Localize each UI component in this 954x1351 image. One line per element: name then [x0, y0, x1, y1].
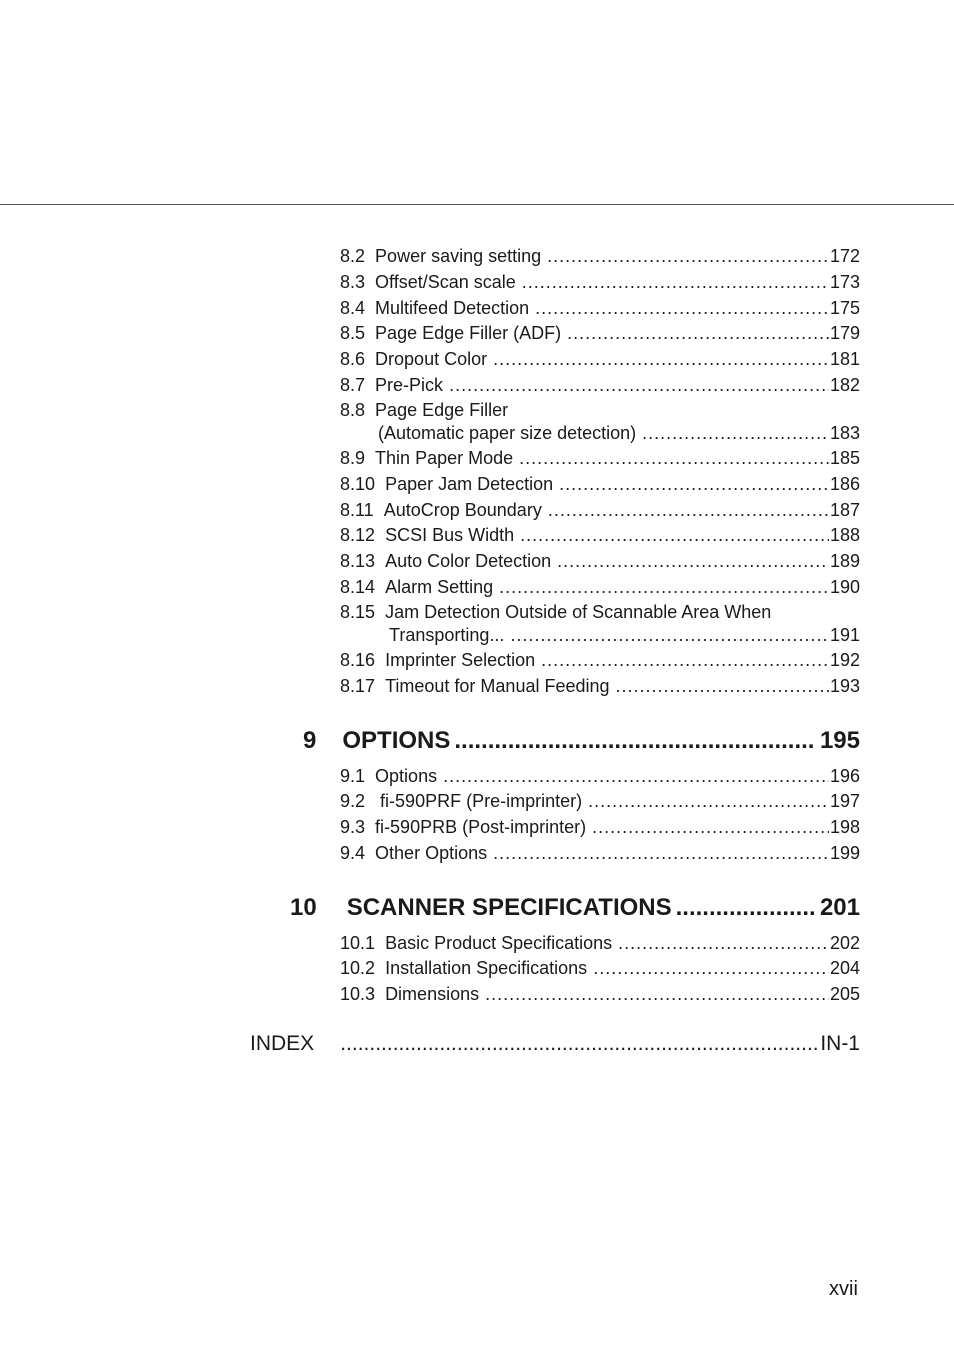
index-page: IN-1	[820, 1032, 860, 1055]
entry-number: 8.6	[340, 349, 366, 369]
entry-title: Multifeed Detection	[375, 298, 530, 318]
entry-page: 173	[829, 272, 860, 292]
toc-entry-8-10[interactable]	[340, 473, 860, 495]
toc-chapter-9[interactable]	[303, 726, 860, 756]
toc-entry-8-6[interactable]	[340, 348, 860, 370]
leader-dots	[547, 245, 829, 267]
leader-dots	[535, 297, 829, 319]
entry-number: 8.16	[340, 650, 376, 670]
entry-title: Jam Detection Outside of Scannable Area When	[385, 602, 772, 622]
entry-number: 8.3	[340, 272, 366, 292]
entry-number: 8.13	[340, 551, 376, 571]
entry-title: Paper Jam Detection	[385, 474, 554, 494]
leader-dots	[676, 893, 814, 923]
leader-dots	[642, 422, 829, 444]
entry-number: 10.2	[340, 958, 376, 978]
leader-dots	[485, 983, 829, 1005]
toc-entry-8-2[interactable]	[340, 245, 860, 267]
entry-page: 192	[829, 650, 860, 670]
entry-page: 188	[829, 525, 860, 545]
toc-entry-8-15[interactable]	[389, 624, 860, 646]
leader-dots	[567, 322, 829, 344]
entry-title: Options	[375, 766, 438, 786]
entry-page: 198	[829, 817, 860, 837]
entry-page: 205	[829, 984, 860, 1004]
leader-dots	[449, 374, 829, 396]
leader-dots	[522, 271, 829, 293]
entry-page: 182	[829, 375, 860, 395]
entry-page: 183	[829, 423, 860, 443]
entry-title-continued: (Automatic paper size detection)	[378, 423, 637, 443]
entry-title: Imprinter Selection	[385, 650, 536, 670]
entry-title: Offset/Scan scale	[375, 272, 516, 292]
leader-dots	[559, 473, 829, 495]
page-number: xvii	[829, 1278, 858, 1300]
leader-dots	[519, 447, 829, 469]
entry-page: 179	[829, 323, 860, 343]
entry-page: 191	[829, 625, 860, 645]
entry-title-continued: Transporting...	[389, 625, 505, 645]
toc-entry-10-2[interactable]	[340, 957, 860, 979]
chapter-number: 9	[303, 727, 317, 754]
entry-number: 10.3	[340, 984, 376, 1004]
header-rule	[0, 204, 954, 205]
toc-index[interactable]	[250, 1031, 860, 1057]
entry-number: 10.1	[340, 933, 376, 953]
entry-number: 8.5	[340, 323, 366, 343]
entry-number: 8.14	[340, 577, 376, 597]
toc-entry-8-9[interactable]	[340, 447, 860, 469]
entry-page: 196	[829, 766, 860, 786]
leader-dots	[548, 499, 829, 521]
toc-entry-8-15-first-line[interactable]	[340, 601, 771, 623]
entry-page: 202	[829, 933, 860, 953]
toc-entry-10-3[interactable]	[340, 983, 860, 1005]
entry-title: Page Edge Filler (ADF)	[375, 323, 562, 343]
toc-entry-10-1[interactable]	[340, 932, 860, 954]
leader-dots	[340, 1031, 819, 1057]
leader-dots	[499, 576, 829, 598]
entry-title: Auto Color Detection	[385, 551, 552, 571]
leader-dots	[443, 765, 829, 787]
leader-dots	[557, 550, 829, 572]
entry-page: 185	[829, 448, 860, 468]
leader-dots	[493, 348, 829, 370]
leader-dots	[593, 957, 829, 979]
toc-entry-8-16[interactable]	[340, 649, 860, 671]
entry-title: Basic Product Specifications	[385, 933, 613, 953]
entry-number: 8.10	[340, 474, 376, 494]
entry-number: 9.4	[340, 843, 366, 863]
entry-number: 8.7	[340, 375, 366, 395]
toc-entry-8-8[interactable]	[378, 422, 860, 444]
entry-number: 8.9	[340, 448, 366, 468]
entry-number: 8.2	[340, 246, 366, 266]
entry-title: Power saving setting	[375, 246, 542, 266]
leader-dots	[493, 842, 829, 864]
entry-title: fi-590PRB (Post-imprinter)	[375, 817, 587, 837]
entry-page: 187	[829, 500, 860, 520]
entry-page: 193	[829, 676, 860, 696]
entry-title: Pre-Pick	[375, 375, 444, 395]
toc-entry-9-1[interactable]	[340, 765, 860, 787]
entry-page: 197	[829, 791, 860, 811]
entry-title: Dropout Color	[375, 349, 488, 369]
entry-title: Alarm Setting	[385, 577, 494, 597]
leader-dots	[541, 649, 829, 671]
entry-page: 181	[829, 349, 860, 369]
entry-title: Thin Paper Mode	[375, 448, 514, 468]
chapter-title: OPTIONS	[342, 727, 451, 754]
entry-title: Dimensions	[385, 984, 480, 1004]
entry-number: 9.3	[340, 817, 366, 837]
entry-title: fi-590PRF (Pre-imprinter)	[375, 791, 583, 811]
leader-dots	[520, 524, 829, 546]
entry-number: 8.8	[340, 400, 366, 420]
leader-dots	[616, 675, 829, 697]
entry-page: 189	[829, 551, 860, 571]
chapter-page: 195	[819, 727, 860, 754]
toc-entry-8-4[interactable]	[340, 297, 860, 319]
toc-entry-8-14[interactable]	[340, 576, 860, 598]
leader-dots	[592, 816, 829, 838]
entry-number: 8.4	[340, 298, 366, 318]
entry-number: 8.12	[340, 525, 376, 545]
toc-entry-8-7[interactable]	[340, 374, 860, 396]
toc-entry-9-4[interactable]	[340, 842, 860, 864]
leader-dots	[588, 790, 829, 812]
chapter-title: SCANNER SPECIFICATIONS	[346, 894, 672, 921]
entry-number: 8.15	[340, 602, 376, 622]
toc-entry-9-3[interactable]	[340, 816, 860, 838]
entry-page: 190	[829, 577, 860, 597]
toc-entry-8-12[interactable]	[340, 524, 860, 546]
entry-page: 199	[829, 843, 860, 863]
entry-title: Installation Specifications	[385, 958, 588, 978]
toc-entry-9-2[interactable]	[340, 790, 860, 812]
toc-entry-8-17[interactable]	[340, 675, 860, 697]
toc-entry-8-13[interactable]	[340, 550, 860, 572]
entry-title: Other Options	[375, 843, 488, 863]
toc-entry-8-11[interactable]	[340, 499, 860, 521]
entry-number: 8.17	[340, 676, 376, 696]
leader-dots	[454, 726, 814, 756]
entry-number: 9.2	[340, 791, 366, 811]
entry-title: AutoCrop Boundary	[383, 500, 542, 520]
toc-chapter-10[interactable]	[290, 893, 860, 923]
entry-number: 8.11	[340, 500, 374, 520]
entry-number: 9.1	[340, 766, 366, 786]
entry-title: Page Edge Filler	[375, 400, 509, 420]
leader-dots	[510, 624, 829, 646]
leader-dots	[618, 932, 829, 954]
toc-entry-8-5[interactable]	[340, 322, 860, 344]
entry-title: Timeout for Manual Feeding	[385, 676, 610, 696]
toc-entry-8-8-first-line[interactable]	[340, 399, 508, 421]
entry-title: SCSI Bus Width	[385, 525, 515, 545]
entry-page: 186	[829, 474, 860, 494]
toc-entry-8-3[interactable]	[340, 271, 860, 293]
entry-page: 204	[829, 958, 860, 978]
chapter-number: 10	[290, 894, 317, 921]
entry-page: 175	[829, 298, 860, 318]
index-label: INDEX	[250, 1032, 315, 1055]
chapter-page: 201	[819, 894, 860, 921]
entry-page: 172	[829, 246, 860, 266]
